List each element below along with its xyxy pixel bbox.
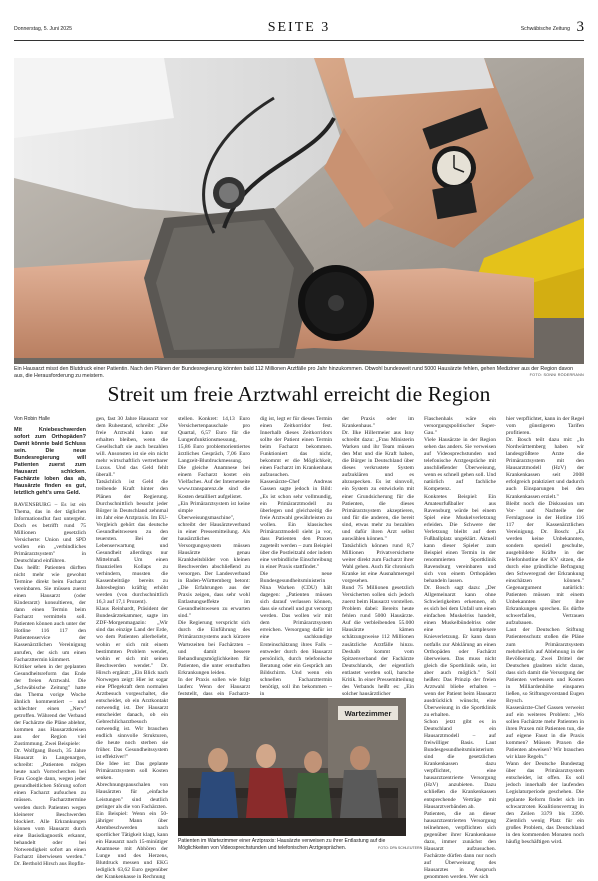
waiting-room-caption: Patienten im Wartezimmer einer Arztpraxis: Hausärzte verweisen zu ihrer Entlastung auf die Möglichkeiten von Videosprechstunden und telefonischen Arztgesprächen. [178, 838, 386, 851]
masthead [14, 0, 584, 52]
hero-photo [14, 58, 584, 364]
paragraph: Ein Beispiel: Wenn ein 50-jähriger Mann über Atembeschwerden nach sportlicher Tätigkeit klagt, kann ein Hausarzt nach 15-minütiger Anamnese mit Abhören der Lunge und des Herzens, Blutdruck messen und EKG lediglich 63,62 Euro gegenüber der Krankenkasse in Rechnung [96, 810, 168, 881]
page-number: 3 [576, 19, 584, 35]
hero-caption: Ein Hausarzt misst den Blutdruck einer Patientin. Nach den Plänen der Bundesregierung könnten bald 112 Millionen Arztfälle pro Jahr hinzukommen. Obwohl bundesweit rund 5000 Hausärzte fehlen, gehen Mediziner aus der Region davon aus, die Herausforderung zu meistern. [14, 366, 574, 379]
waiting-room-image [178, 698, 406, 836]
blood-pressure-photo [14, 58, 584, 364]
column-1 [14, 416, 86, 866]
paragraph: Laut der Deutschen Stiftung Patientenschutz stoßen die Pläne zum Primärarztsystem mehrheitlich auf Ablehnung in der Bevölkerung. Zwei Drittel der Deutschen glaubten nicht daran, dass sich damit die Versorgung der Patienten verbessern und Kosten in Milliardenhöhe einsparen ließen, so Stiftungsvorstand Eugen Brysch. [506, 627, 584, 704]
paragraph: Dr. Bosch sagt dazu: „Der Allgemeinarzt kann ohne Schwierigkeiten erkennen, ob es sich bei dem Unfall um einen einfachen Muskelriss handelt, einen Muskelbündelriss oder eine komplexere Knieverletzung. Er kann dann notfalls zur Abklärung an einen Orthopäden oder Fachärzt überweisen. Das muss nicht gleich die Sportklinik sein, ist aber auch möglich." Soll heißen: Das Prinzip der freien Arztwahl bliebe erhalten – wenn der Patient beim Hausarzt ausdrücklich wünscht, eine Überweisung in die Sportklinik zu erhalten. [424, 585, 496, 718]
paragraph: Rund 75 Millionen gesetzlich Versicherten sollen sich jedoch zuerst beim Hausarzt vorstellen. Problem dabei: Bereits heute fehlen rund 5000 Hausärzte. Auf die verbleibenden 55.000 Hausärzte kämen schätzungsweise 112 Millionen zusätzliche Arztfälle hinzu. Deshalb kommt vom Spitzenverband der Fachärzte Deutschlands, der eigentlich entlastet werden soll, harsche Kritik. In einer Pressemitteilung des Verbands heißt es: „Ein solcher hausärztlicher [342, 585, 414, 697]
masthead-rule [14, 40, 584, 41]
paragraph: Die neue Bundesgesundheitsministerin Nina Warken (CDU) hält dagegen: „Patienten müssen sich darauf verlassen können, dass sie schnell und gut versorgt werden. Das wollen wir mit dem Primärarztsystem erreichen. Versorgung dafür ist eine sachkundige Ersteinschätzung ihres Falls – entweder durch den Hausarzt persönlich, durch telefonische Beratung oder ein Gespräch am Bildschirm. Und wenn ein schnellen Facharzttermin benötigt, soll ihn bekommen – in [260, 571, 332, 697]
paragraph: Flaschenhals wäre ein versorgungspolitischer Super-Gau." [424, 416, 496, 437]
waiting-room-photo [178, 698, 406, 836]
column-6 [424, 416, 496, 881]
paragraph: der Praxis oder im Krankenhaus." [342, 416, 414, 430]
paragraph: Konkretes Beispiel: Ein Amateurfußballer aus Ravensburg würde bei einem Spiel eine Muskelverletzung erleiden. Die Schwere der Verletzung bleibt auf dem Fußballplatz ungeklärt. Aktuell kann dieser Spieler zum Beispiel einen Termin in der renommierten Sportklinik Ravensburg vereinbaren und sich von einem Orthopäden behandeln lassen. [424, 493, 496, 585]
paragraph: Patienten, die an dieser hausarztzentrierten Versorgung teilnehmen, verpflichten sich gegenüber ihrer Krankenkasse dazu, immer zunächst den Hausarzt aufzusuchen. Fachärzte dürfen dann nur noch auf Überweisung des Hausarztes in Anspruch genommen werden. Wer sich [424, 810, 496, 881]
paragraph: Wann der Deutsche Bundestag über das Primärarztsystem entscheidet, ist offen. Es soll jedoch innerhalb der laufenden Legislaturperiode geschehen. Die geplante Reform findet sich im schwarzroten Koalitionsvertrag in den Zeilen 3379 bis 3390. Ziemlich wenig Platz für ein großes Problem, das Deutschland in den kommenden Monaten noch häufig beschäftigen wird. [506, 761, 584, 845]
column-5 [342, 416, 414, 697]
paragraph: „Ein Primärarztsystem ist keine simple Überweisungsmaschine", schreibt der Hausärzteverband in einer Pressemitteilung. Als hausärztliches Versorgungssystem müssen Hausärzte genau Krankheitsbilder von kleinen Beschwerden abschließend zu versorgen. Der Landesverband in Baden-Württemberg betont: „Die Erfahrungen aus der Praxis zeigen, dass sehr wohl Entlastungseffekte im Gesundheitswesen zu erwarten sind." [178, 500, 250, 620]
column-2 [96, 416, 168, 881]
article-headline: Streit um freie Arztwahl erreicht die Region [107, 382, 491, 406]
paragraph: Klaus Reinhardt, Präsident der Bundesärztekammer, sagte im ZDF-Morgenmagazin: „Wir sind das einzige Land der Erde, wo dem Patienten allerbeliebt, wohin er sich mit einem bestimmten Problem wendet, wohin er sich mit seinen Beschwerden wendet." Dr. Hirsch ergänzt: „Ein Blick nach Norwegen zeigt: Hier ist sogar eine Pflegekraft dem normalen Arztbesuch vorgeschaltet, die entscheidet, ob ein Arztkontakt notwendig ist. Der Hausarzt entscheidet danach, ob ein Gebrechlicharztbesuch notwendig ist. Wir brauchen endlich sinnvolle Strukturen, die heute noch sterben sie früher. Das Gesundheitssystem ist effektiver!" [96, 606, 168, 761]
waiting-room-sign: Wartezimmer [344, 709, 392, 718]
column-7 [506, 416, 584, 866]
newspaper-name: Schwäbische Zeitung [520, 26, 570, 32]
column-3 [178, 416, 250, 697]
waiting-room-photo-credit: FOTO: DPA SCHLEUTERN [378, 846, 423, 850]
paragraph: gen, fast 30 Jahre Hausarzt vor dem Ruhestand, schreibt: „Die freie Arztwahl kann nur erhalten bleiben, wenn die Gesellschaft sie auch bezahlen will. Ansonsten ist sie ein nicht mehr wirtschaftlich vertretbarer Luxus. Und das Geld fehlt überall." [96, 416, 168, 479]
paragraph: hier verpflichtet, kann in der Regel vom günstigeren Tarifen profitieren. [506, 416, 584, 437]
paragraph: Kassenärzte-Chef Gassen verweist auf ein weiteres Problem: „Wo sollen Fachärzte mehr Patienten in ihren Praxen mit Patienten tun, die auf eigene Faust in die Praxis kommen? Müssen Praxen die Patienten abweisen? Wir brauchen wir klare Regeln." [506, 704, 584, 761]
paragraph: Dr. Wolfgang Bosch, 35 Jahre Hausarzt in Langenargen, schreibt: „Patienten mögen heute nach Vorrecherchen bei Frau Google dann, wegen jeder gesundheitlichen Störung sofort einen Facharzt aufsuchen zu müssen. Facharzttermine werden durch Patienten wegen kleinerer Beschwerden blockiert. Alle Erkrankungen können vom Hausarzt durch eine Basisdiagnostik erkannt, behandelt oder bei Notwendigkeit sofort an einen Facharzt überwiesen werden." Dr. Berthold Hirsch aus Bopfin- [14, 748, 86, 867]
paragraph: Das heißt: Patienten dürften nicht mehr wie gewohnt Termine direkt beim Facharzt vereinbaren. Sie müssen zuerst einen Hausarzt (oder Kinderarzt) konsultieren, der dann einen Termin beim Facharzt vermitteln soll. Patienten können auch unter der Hotline 116 117 den Patientenservice der Kassenärztlichen Vereinigung anrufen, der sich um einen Facharzttermin kümmert. [14, 564, 86, 663]
paragraph: Dr. Ilke Hillermeier aus Isny schreibt dazu: „Frau Ministerin Warken und ihr Team müssen den Mut und die Kraft haben, die Bürger in Deutschland über dieses verkrustete System aufzuklären und es abzuspecken. Es ist sinnvoll, ein System zu entwickeln mit einer Grundsicherung für die Patienten, die dieses Primärarztsystem akzeptieren, und für die anderen, die bereit sind, etwas mehr zu bezahlen und dafür ihren Arzt selbst auswählen können." [342, 430, 414, 542]
paragraph: Dr. Bosch teilt dazu mit: „In Nordwürttemberg haben wir landesgrößtere Arzte die Primärarztsystem mit den Hausarztmodell (HzV) der Krankenkassen seit 2008 erfolgreich praktiziert und dadurch auch Einsparungen bei den Krankenkassen erzielt." [506, 437, 584, 500]
paragraph: Tatsächlich können rund 8,7 Millionen Privatversicherte weiter direkt zum Facharzt ihrer Wahl gehen. Auch für chronisch Kranke ist eine Ausnahmeregel vorgesehen. [342, 542, 414, 585]
paragraph: In der Praxis sollen wie folgt laufen: Wenn der Hausarzt feststellt, dass ein Facharzt- [178, 676, 250, 697]
hero-photo-credit: FOTO: SONNI RÖDERRANN [529, 373, 584, 377]
paragraph: Kassenärzte-Chef Andreas Gassen sagte jedoch in Bild: „Es ist schon sehr vollmundig, ein Primärarztmodell zu überlegen und gleichzeitig die freie Arztwahl gewährleisten zu wollen. Ein klassisches Primärarztmodell sieht ja vor, dass Patienten den Praxen zugeteilt werden – zum Beispiel über die Postleitzahl oder indem eine verbindliche Einschreibung in einer Praxis stattfindet." [260, 479, 332, 570]
paragraph: Die Regierung verspricht sich durch die Einführung des Primärarztsystems auch kürzere Wartezeiten bei Fachärzten – und damit bessere Behandlungsmöglichkeiten für Patienten, die unter ernsthaften Erkrankungen leiden. [178, 620, 250, 676]
paragraph: stellen. Konkret: 14,13 Euro Versichertenpauschale pro Quartal, 6,57 Euro für die Lungenfunktionsmessung, 15,86 Euro problemorientiertes ärztliches Gespräch, 7,06 Euro Langzeit-Blutdruckmessung. Die gleiche Anamnese bei einem Facharzt kostet ein Vielfaches. Auf der Internetseite www.transparenz.de sind die Kosten detailliert aufgelistet. [178, 416, 250, 500]
paragraph: Tatsächlich ist Geld die treibende Kraft hinter den Plänen der Regierung. Durchschnittlich besucht jeder Bürger in Deutschland zehnmal im Jahr eine Arztpraxis. Im EU-Vergleich gehört das deutsche Gesundheitswesen zu den teuersten. Bei der Lebenserwartung und Gesundheit allerdings nur Mittelmaß. Um einen finanziellen Kollaps zu verhindern, mussten die Kassenbeiträge bereits zu Jahresbeginn kräftig erhöht werden (von durchschnittlich 16,3 auf 17,1 Prozent). [96, 479, 168, 606]
paragraph: RAVENSBURG – Es ist ein Thema, das in der täglichen Informationsflut fast untergeht. Doch es betrifft rund 75 Millionen gesetzlich Versicherte: Union und SPD wollen ein „verbindliches Primärarztsystem" in Deutschland einführen. [14, 501, 86, 564]
paragraph: Bleibt noch die Diskussion um Vor- und Nachteile der Fernlagnose in der Hotline 116 117 der Kassenärztlichen Vereinigung. Dr. Bosch: „Es werden keine Unbekannten, sondern speziell geschulte, ausgebildete Kräfte in der Telefonhotline der KV sitzen, die durch eine gründliche Befragung den Schweregrad der Erkrankung einschätzen können." Gegenargument natürlich: Patienten müssen mit einem Unbekannten über ihre Erkrankungen sprechen. Es dürfte schwerfallen, Vertrauen aufzubauen. [506, 500, 584, 627]
section-title: SEITE 3 [267, 20, 331, 35]
paragraph: Viele Hausärzte in der Region sehen das anders. Sie verweisen auf Videosprechstunden und telefonische Arztgespräche mit anschließender Überweisung, wenn es schnell gehen soll. Und natürlich auf fachliche Kompetenz. [424, 437, 496, 493]
paragraph: Schon jetzt gibt es in Deutschland ein Hausarztmodell – auf freiwilliger Basis. Laut Bundesgesundheitsministerium sind die gesetzlichen Krankenkassen dazu verpflichtet, eine hausarztzentrierte Versorgung (HzV) anzubieten. Dazu schließen die Krankenkassen entsprechende Verträge mit Hausarztverbänden ab. [424, 719, 496, 810]
paragraph: dig ist, legt er für dieses Termin einen Zeitkorridor fest. Innerhalb dieses Zeitkorridors sollte der Patient einen Termin beim Facharzt bekommen. Funktioniert das nicht, bekommt er die Möglichkeit, einen Facharzt im Krankenhaus aufzusuchen. [260, 416, 332, 479]
issue-date: Donnerstag, 5. Juni 2025 [14, 26, 72, 32]
column-4 [260, 416, 332, 697]
byline: Von Robin Halle [14, 416, 50, 422]
article-lead: Mit Kniebeschwerden sofort zum Orthopäden? Damit könnte bald Schluss sein. Die neue Bundesregierung will Patienten zuerst zum Hausarzt schicken. Fachärzte loben das ab, Hausärzte finden es gut, letztlich geht's ums Geld. [14, 427, 86, 497]
paragraph: Kritiker sehen in der geplanten Gesundheitsreform das Ende der freien Arztwahl. Die „Schwäbische Zeitung" hatte das Thema vorige Woche ähnlich kommentiert – und schlechter einen „Nerv" getroffen. Während der Verband der Fachärzte die Pläne ablehnt, kommen aus Hausarztkreisen aus der Region viel Zustimmung. Zwei Beispiele: [14, 663, 86, 748]
paragraph: Die Idee ist: Das geplante Primärarztsystem soll Kosten senken. Abrechnungspauschalen von Hausärzten für „einfache Leistungen" sind deutlich geringer als die von Fachärzten. [96, 761, 168, 810]
